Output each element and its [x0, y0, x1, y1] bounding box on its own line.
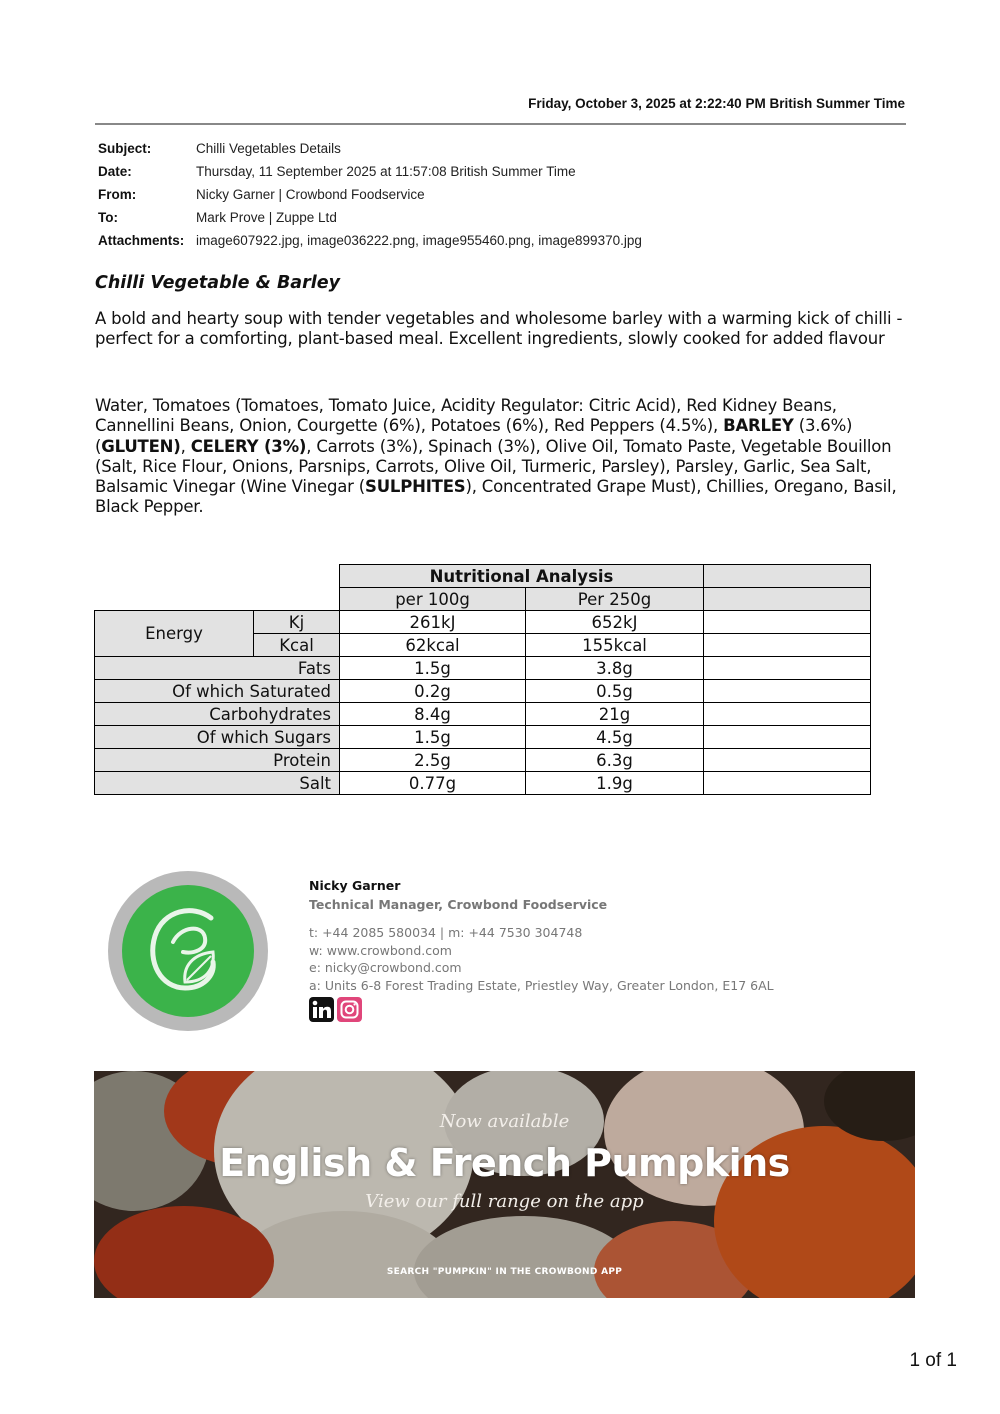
header-key: Attachments:: [98, 233, 185, 248]
value-per-250g: 4.5g: [526, 726, 704, 749]
ingredients-list: [95, 396, 915, 518]
nutrient-label: Of which Sugars: [95, 726, 340, 749]
table-row: [95, 726, 871, 749]
table-row: [95, 749, 871, 772]
table-cell-blank: [95, 588, 340, 611]
nutrition-heading: Nutritional Analysis: [340, 565, 704, 588]
print-date: Friday, October 3, 2025 at 2:22:40 PM British Summer Time: [528, 96, 905, 111]
nutrient-label: Of which Saturated: [95, 680, 340, 703]
value-per-100g: 261kJ: [340, 611, 526, 634]
ingredients-text: (3.6%) (: [95, 416, 853, 456]
header-key: From:: [98, 187, 137, 202]
logo-circle: [122, 885, 254, 1017]
ingredients-text: , Carrots (3%), Spinach (3%), Olive Oil, Tomato Paste, Vegetable Bouillon (Salt, Rice Flour, Onions, Parsnips, Carrots, Olive Oil, Turmeric, Parsley), Parsley, Garlic, Sea Salt, Balsamic Vinegar (Wine Vinegar (: [95, 436, 892, 497]
table-cell-empty: [704, 588, 871, 611]
table-cell-empty: [704, 565, 871, 588]
email-signature: [309, 878, 774, 1022]
signature-role: Technical Manager, Crowbond Foodservice: [309, 897, 608, 912]
table-cell-empty: [704, 634, 871, 657]
column-header-per-250g: Per 250g: [526, 588, 704, 611]
value-per-100g: 1.5g: [340, 726, 526, 749]
product-title: Chilli Vegetable & Barley: [95, 273, 340, 293]
column-header-per-100g: per 100g: [340, 588, 526, 611]
table-cell-blank: [95, 565, 340, 588]
value-per-250g: 652kJ: [526, 611, 704, 634]
header-value: Thursday, 11 September 2025 at 11:57:08 British Summer Time: [196, 164, 576, 179]
nutrition-table: [94, 564, 871, 795]
allergen-barley: BARLEY: [723, 416, 794, 436]
value-per-250g: 0.5g: [526, 680, 704, 703]
value-per-250g: 155kcal: [526, 634, 704, 657]
nutrient-label: Salt: [95, 772, 340, 795]
table-cell-empty: [704, 749, 871, 772]
header-value: Nicky Garner | Crowbond Foodservice: [196, 187, 425, 202]
value-per-250g: 1.9g: [526, 772, 704, 795]
table-row: [95, 772, 871, 795]
ingredients-text: ), Concentrated Grape Must), Chillies, Oregano, Basil, Black Pepper.: [95, 477, 897, 517]
table-row: [95, 657, 871, 680]
nutrient-label: Carbohydrates: [95, 703, 340, 726]
table-cell-empty: [704, 680, 871, 703]
page-number: 1 of 1: [909, 1350, 957, 1371]
header-date: [98, 163, 642, 186]
banner-search-hint: SEARCH "PUMPKIN" IN THE CROWBOND APP: [386, 1267, 623, 1277]
table-cell-empty: [704, 726, 871, 749]
banner-now-available: Now available: [439, 1111, 570, 1132]
value-per-250g: 3.8g: [526, 657, 704, 680]
table-cell-empty: [704, 703, 871, 726]
header-from: [98, 186, 642, 209]
value-per-100g: 2.5g: [340, 749, 526, 772]
email-headers: [98, 140, 642, 255]
energy-label: Energy: [95, 611, 254, 657]
linkedin-icon[interactable]: [309, 997, 334, 1022]
logo-mark-icon: [133, 896, 243, 1006]
header-to: [98, 209, 642, 232]
table-cell-empty: [704, 772, 871, 795]
table-row: [95, 680, 871, 703]
header-key: To:: [98, 210, 118, 225]
table-row: [95, 588, 871, 611]
product-description: A bold and hearty soup with tender vegetables and wholesome barley with a warming kick of chilli - perfect for a comforting, plant-based meal. Excellent ingredients, slowly cooked for added flavour: [95, 309, 903, 349]
table-row: [95, 565, 871, 588]
header-attachments: [98, 232, 642, 255]
value-per-100g: 0.77g: [340, 772, 526, 795]
signature-phone: t: +44 2085 580034 | m: +44 7530 304748: [309, 925, 583, 940]
header-divider: [95, 123, 906, 125]
nutrient-label: Fats: [95, 657, 340, 680]
ingredients-text: Water, Tomatoes (Tomatoes, Tomato Juice, Acidity Regulator: Citric Acid), Red Kidney Beans, Cannellini Beans, Onion, Courgette (6%), Potatoes (6%), Red Peppers (4.5%),: [95, 396, 837, 436]
ingredients-text: ,: [180, 436, 191, 456]
table-cell-empty: [704, 657, 871, 680]
signature-name: Nicky Garner: [309, 878, 401, 893]
header-key: Subject:: [98, 141, 152, 156]
table-cell-empty: [704, 611, 871, 634]
allergen-sulphites: SULPHITES: [365, 477, 466, 497]
nutrient-label: Protein: [95, 749, 340, 772]
instagram-icon[interactable]: [337, 997, 362, 1022]
value-per-100g: 0.2g: [340, 680, 526, 703]
table-row: [95, 703, 871, 726]
value-per-100g: 1.5g: [340, 657, 526, 680]
signature-address: a: Units 6-8 Forest Trading Estate, Priestley Way, Greater London, E17 6AL: [309, 977, 774, 993]
banner-title: English & French Pumpkins: [219, 1141, 790, 1185]
social-links: [309, 997, 774, 1022]
allergen-gluten: GLUTEN): [101, 436, 181, 456]
header-subject: [98, 140, 642, 163]
value-per-100g: 8.4g: [340, 703, 526, 726]
attachment-list[interactable]: image607922.jpg, image036222.png, image955460.png, image899370.jpg: [196, 233, 642, 248]
energy-unit: Kj: [254, 611, 340, 634]
header-value: Chilli Vegetables Details: [196, 141, 341, 156]
table-row: [95, 611, 871, 634]
value-per-250g: 6.3g: [526, 749, 704, 772]
energy-unit: Kcal: [254, 634, 340, 657]
header-key: Date:: [98, 164, 132, 179]
header-value: Mark Prove | Zuppe Ltd: [196, 210, 337, 225]
value-per-100g: 62kcal: [340, 634, 526, 657]
crowbond-logo: [108, 871, 268, 1031]
signature-email[interactable]: e: nicky@crowbond.com: [309, 960, 462, 975]
banner-subtitle: View our full range on the app: [365, 1191, 644, 1212]
allergen-celery: CELERY (3%): [190, 436, 307, 456]
signature-website[interactable]: w: www.crowbond.com: [309, 942, 452, 958]
pumpkin-promo-banner[interactable]: [94, 1071, 915, 1298]
value-per-250g: 21g: [526, 703, 704, 726]
